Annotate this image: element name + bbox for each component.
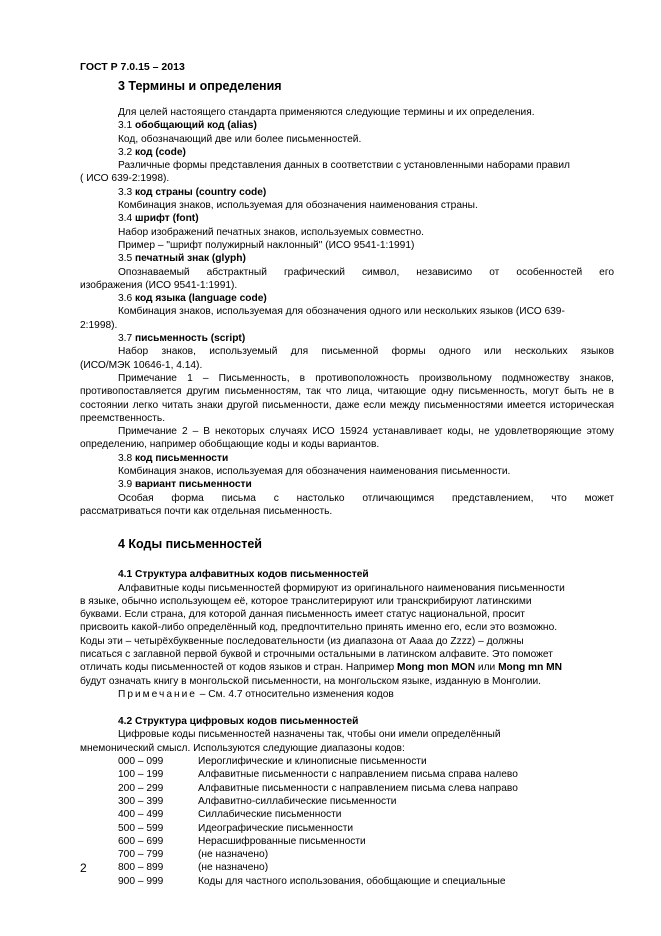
code-range-row: 000 – 099 Иероглифические и клинописные письменности xyxy=(118,756,427,768)
paragraph-4-1-line-8: будут означать книгу в монгольской письменности, на монгольском языке, изданную в Монголии. xyxy=(80,675,542,687)
definition-3-9-cont: рассматриваться почти как отдельная письменность. xyxy=(80,505,333,517)
section-3-intro: Для целей настоящего стандарта применяются следующие термины и их определения. xyxy=(118,107,535,118)
term-3-5: 3.5 печатный знак (glyph) xyxy=(118,253,246,265)
paragraph-4-1-line-5: Коды эти – четырёхбуквенные последовательности (из диапазона от Аааа до Zzzz) – должны xyxy=(80,635,524,647)
definition-3-5: Опознаваемый абстрактный графический символ, независимо от особенностей его xyxy=(118,266,614,278)
paragraph-4-1-line-3: буквами. Если страна, для которой данная письменность имеет статус национальной, просит xyxy=(80,609,525,621)
definition-3-3: Комбинация знаков, используемая для обозначения наименования страны. xyxy=(118,200,478,212)
code-range-row: 600 – 699 Нерасшифрованные письменности xyxy=(118,835,366,847)
page-header: ГОСТ Р 7.0.15 – 2013 xyxy=(80,61,185,73)
code-range-row: 200 – 299 Алфавитные письменности с направлением письма слева направо xyxy=(118,782,518,794)
term-3-9: 3.9 вариант письменности xyxy=(118,479,252,491)
note-1: Примечание 1 – Письменность, в противоположность произвольному подмножеству знаков, противопоставляется другим письменностям, так что лица, читающие одну письменность, могут быть не в состоянии легко читать знаки другой письменности, даже если между письменностями имеется историческая преемственность. xyxy=(80,372,614,424)
example-3-4: Пример – "шрифт полужирный наклонный" (ИСО 9541-1:1991) xyxy=(118,239,415,251)
code-range-row: 300 – 399 Алфавитно-силлабические письменности xyxy=(118,795,397,807)
definition-3-2: Различные формы представления данных в соответствии с установленными наборами правил xyxy=(118,160,570,172)
code-range-row: 400 – 499 Силлабические письменности xyxy=(118,809,342,821)
paragraph-4-1-line-2: в языке, обычно использующем её, которое транслитерируют или транскрибируют латинскими xyxy=(80,595,532,607)
definition-3-8: Комбинация знаков, используемая для обозначения наименования письменности. xyxy=(118,466,511,478)
code-range-row: 800 – 899 (не назначено) xyxy=(118,862,269,874)
paragraph-4-2-line-2: мнемонический смысл. Используются следующие диапазоны кодов: xyxy=(80,742,405,754)
paragraph-4-1-line-7: отличать коды письменностей от кодов языков и стран. Например Mong mon MON или Mong mn MN xyxy=(80,662,563,674)
term-3-1: 3.1 обобщающий код (alias) xyxy=(118,120,257,132)
paragraph-4-2-line-1: Цифровые коды письменностей назначены так, чтобы они имели определённый xyxy=(118,729,501,741)
code-range-row: 700 – 799 (не назначено) xyxy=(118,849,269,861)
definition-3-5-cont: изображения (ИСО 9541-1:1991). xyxy=(80,279,238,291)
definition-3-6-cont: 2:1998). xyxy=(80,319,118,331)
definition-3-6: Комбинация знаков, используемая для обозначения одного или нескольких языков (ИСО 639- xyxy=(118,306,565,318)
paragraph-4-1-line-4: присвоить какой-либо определённый код, предпочтительно принять именно его, если это возможно. xyxy=(80,622,558,634)
definition-3-4: Набор изображений печатных знаков, используемых совместно. xyxy=(118,226,424,238)
code-range-row: 500 – 599 Идеографические письменности xyxy=(118,822,354,834)
note-4-1: Примечание – См. 4.7 относительно изменения кодов xyxy=(118,688,394,700)
paragraph-4-1-line-6: писаться с заглавной первой буквой и строчными остальными в латинском алфавите. Это поможет xyxy=(80,648,553,660)
definition-3-7-cont: (ИСО/МЭК 10646-1, 4.14). xyxy=(80,359,203,371)
term-3-4: 3.4 шрифт (font) xyxy=(118,213,199,225)
code-range-row: 100 – 199 Алфавитные письменности с направлением письма справа налево xyxy=(118,769,518,781)
definition-3-2-cont: ( ИСО 639-2:1998). xyxy=(80,173,170,185)
code-range-row: 900 – 999 Коды для частного использования, обобщающие и специальные xyxy=(118,875,506,887)
paragraph-4-1-line-1: Алфавитные коды письменностей формируют из оригинального наименования письменности xyxy=(118,582,565,594)
term-3-6: 3.6 код языка (language code) xyxy=(118,293,267,305)
note-2: Примечание 2 – В некоторых случаях ИСО 15924 устанавливает коды, не удовлетворяющие этому определению, например обобщающие коды и коды вариантов. xyxy=(80,426,614,451)
term-3-2: 3.2 код (code) xyxy=(118,146,186,158)
definition-3-9: Особая форма письма с настолько отличающимся представлением, что может xyxy=(118,492,614,504)
term-3-3: 3.3 код страны (country code) xyxy=(118,186,267,198)
definition-3-1: Код, обозначающий две или более письменностей. xyxy=(118,133,362,145)
subsection-4-1-title: 4.1 Структура алфавитных кодов письменностей xyxy=(118,569,369,581)
document-body xyxy=(80,78,614,888)
term-3-7: 3.7 письменность (script) xyxy=(118,333,246,345)
term-3-8: 3.8 код письменности xyxy=(118,452,229,464)
section-4-title: 4 Коды письменностей xyxy=(118,537,262,552)
page-number: 2 xyxy=(80,861,87,875)
section-3-title: 3 Термины и определения xyxy=(118,79,282,93)
subsection-4-2-title: 4.2 Структура цифровых кодов письменностей xyxy=(118,716,359,728)
definition-3-7: Набор знаков, используемый для письменной формы одного или нескольких языков xyxy=(118,346,614,358)
